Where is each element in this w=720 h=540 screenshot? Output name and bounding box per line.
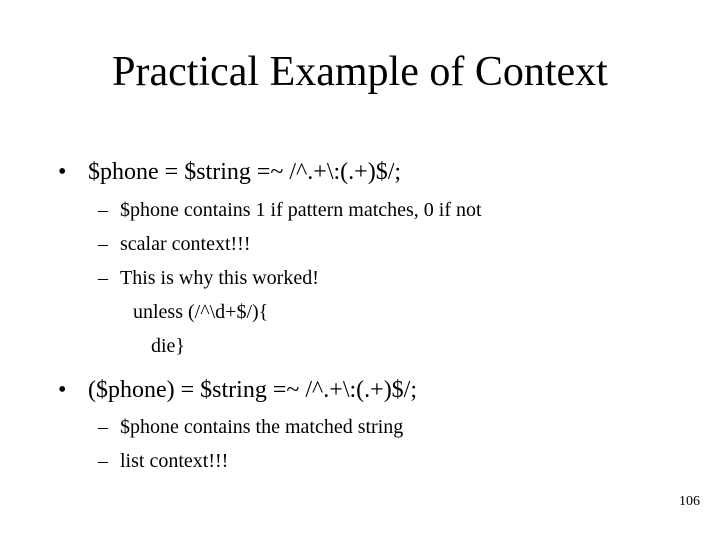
bullet-item [58, 157, 401, 187]
sub-item-text: $phone contains the matched string [120, 416, 404, 438]
sub-item-text: $phone contains 1 if pattern matches, 0 if not [120, 199, 482, 221]
code-line: die} [151, 335, 186, 357]
bullet-text: ($phone) = $string =~ /^.+\:(.+)$/; [88, 377, 418, 403]
sub-item [98, 265, 319, 291]
sub-item [98, 414, 403, 440]
sub-item [98, 231, 250, 257]
code-line: unless (/^\d+$/){ [133, 301, 269, 323]
dash-marker: – [98, 416, 108, 438]
bullet-text: $phone = $string =~ /^.+\:(.+)$/; [88, 159, 402, 185]
slide-title: Practical Example of Context [112, 49, 608, 95]
bullet-item [58, 375, 417, 405]
dash-marker: – [98, 233, 108, 255]
sub-item-text: list context!!! [120, 450, 229, 472]
bullet-marker: • [58, 377, 67, 403]
sub-item-text: scalar context!!! [120, 233, 251, 255]
dash-marker: – [98, 199, 108, 221]
sub-item [98, 197, 482, 223]
dash-marker: – [98, 267, 108, 289]
sub-item-text: This is why this worked! [120, 267, 319, 289]
dash-marker: – [98, 450, 108, 472]
bullet-marker: • [58, 159, 67, 185]
page-number: 106 [679, 494, 700, 509]
sub-item [98, 448, 228, 474]
